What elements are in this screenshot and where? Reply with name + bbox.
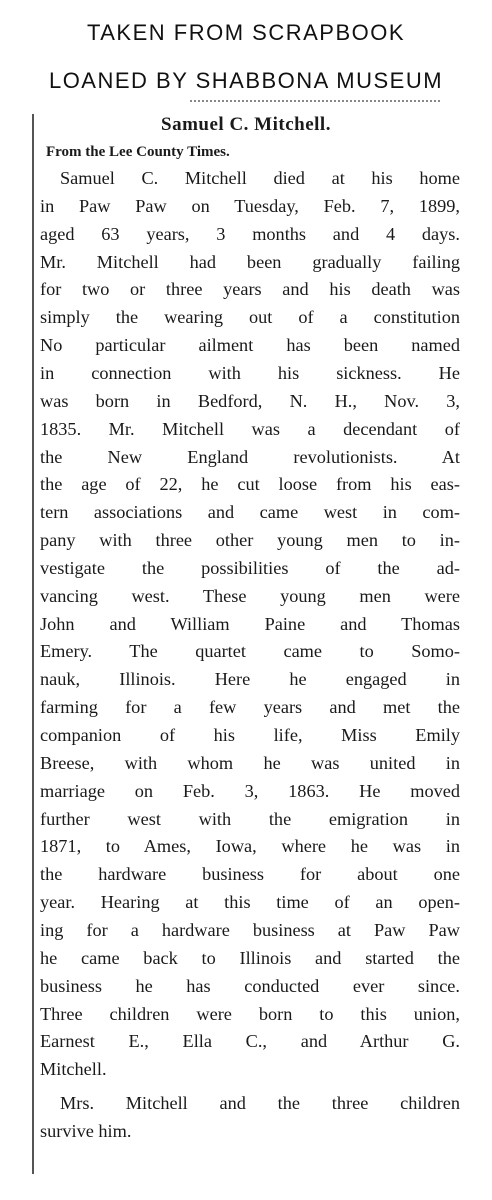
- torn-edge-dots: [190, 100, 440, 104]
- article-line: companion of his life, Miss Emily: [40, 725, 460, 745]
- article-line: John and William Paine and Thomas: [40, 613, 460, 634]
- article-line: pany with three other young men to in-: [40, 530, 460, 551]
- article-line: in connection with his sickness. He: [40, 362, 460, 383]
- article-line: the age of 22, he cut loose from his eas-: [40, 474, 460, 495]
- article-line: Three children were born to this union,: [40, 1003, 460, 1024]
- article-line: for two or three years and his death was: [40, 279, 460, 300]
- article-line: Mitchell.: [40, 1059, 107, 1080]
- article-line: in Paw Paw on Tuesday, Feb. 7, 1899,: [40, 195, 460, 216]
- article-line: he came back to Illinois and started the: [40, 947, 460, 968]
- newspaper-clipping: [20, 100, 472, 1185]
- article-line: vestigate the possibilities of the ad-: [40, 557, 460, 578]
- article-line: simply the wearing out of a constitution: [40, 307, 460, 328]
- article-line: farming for a few years and met the: [40, 697, 460, 718]
- article-line: Breese, with whom he was united in: [40, 752, 460, 773]
- article-line: 1871, to Ames, Iowa, where he was in: [40, 836, 460, 857]
- article-line: ing for a hardware business at Paw Paw: [40, 919, 460, 940]
- article-line: was born in Bedford, N. H., Nov. 3,: [40, 390, 460, 411]
- article-line: Emery. The quartet came to Somo-: [40, 641, 460, 662]
- article-line: tern associations and came west in com-: [40, 502, 460, 523]
- article-line: the hardware business for about one: [40, 864, 460, 885]
- header-line-2: LOANED BY SHABBONA MUSEUM: [48, 68, 444, 93]
- article-title: Samuel C. Mitchell.: [161, 114, 331, 135]
- article-line: the New England revolutionists. At: [40, 446, 460, 467]
- article-line: vancing west. These young men were: [40, 585, 460, 606]
- article-line: further west with the emigration in: [40, 808, 460, 829]
- article-source: From the Lee County Times.: [46, 144, 230, 160]
- article-line: Mr. Mitchell had been gradually failing: [40, 251, 460, 272]
- article-line: business he has conducted ever since.: [40, 975, 460, 996]
- article-line: Earnest E., Ella C., and Arthur G.: [40, 1031, 460, 1052]
- article-line: No particular ailment has been named: [40, 335, 460, 356]
- article-line: Samuel C. Mitchell died at his home: [60, 168, 460, 188]
- article-line: year. Hearing at this time of an open-: [40, 892, 460, 913]
- header-line-1: TAKEN FROM SCRAPBOOK: [86, 20, 406, 45]
- article-line: Mrs. Mitchell and the three children: [60, 1093, 460, 1114]
- article-line: 1835. Mr. Mitchell was a decendant of: [40, 418, 460, 439]
- column-rule: [32, 114, 34, 1174]
- article-line: aged 63 years, 3 months and 4 days.: [40, 223, 460, 244]
- article-line: nauk, Illinois. Here he engaged in: [40, 669, 460, 690]
- article-line: survive him.: [40, 1120, 132, 1141]
- article-line: marriage on Feb. 3, 1863. He moved: [40, 780, 460, 801]
